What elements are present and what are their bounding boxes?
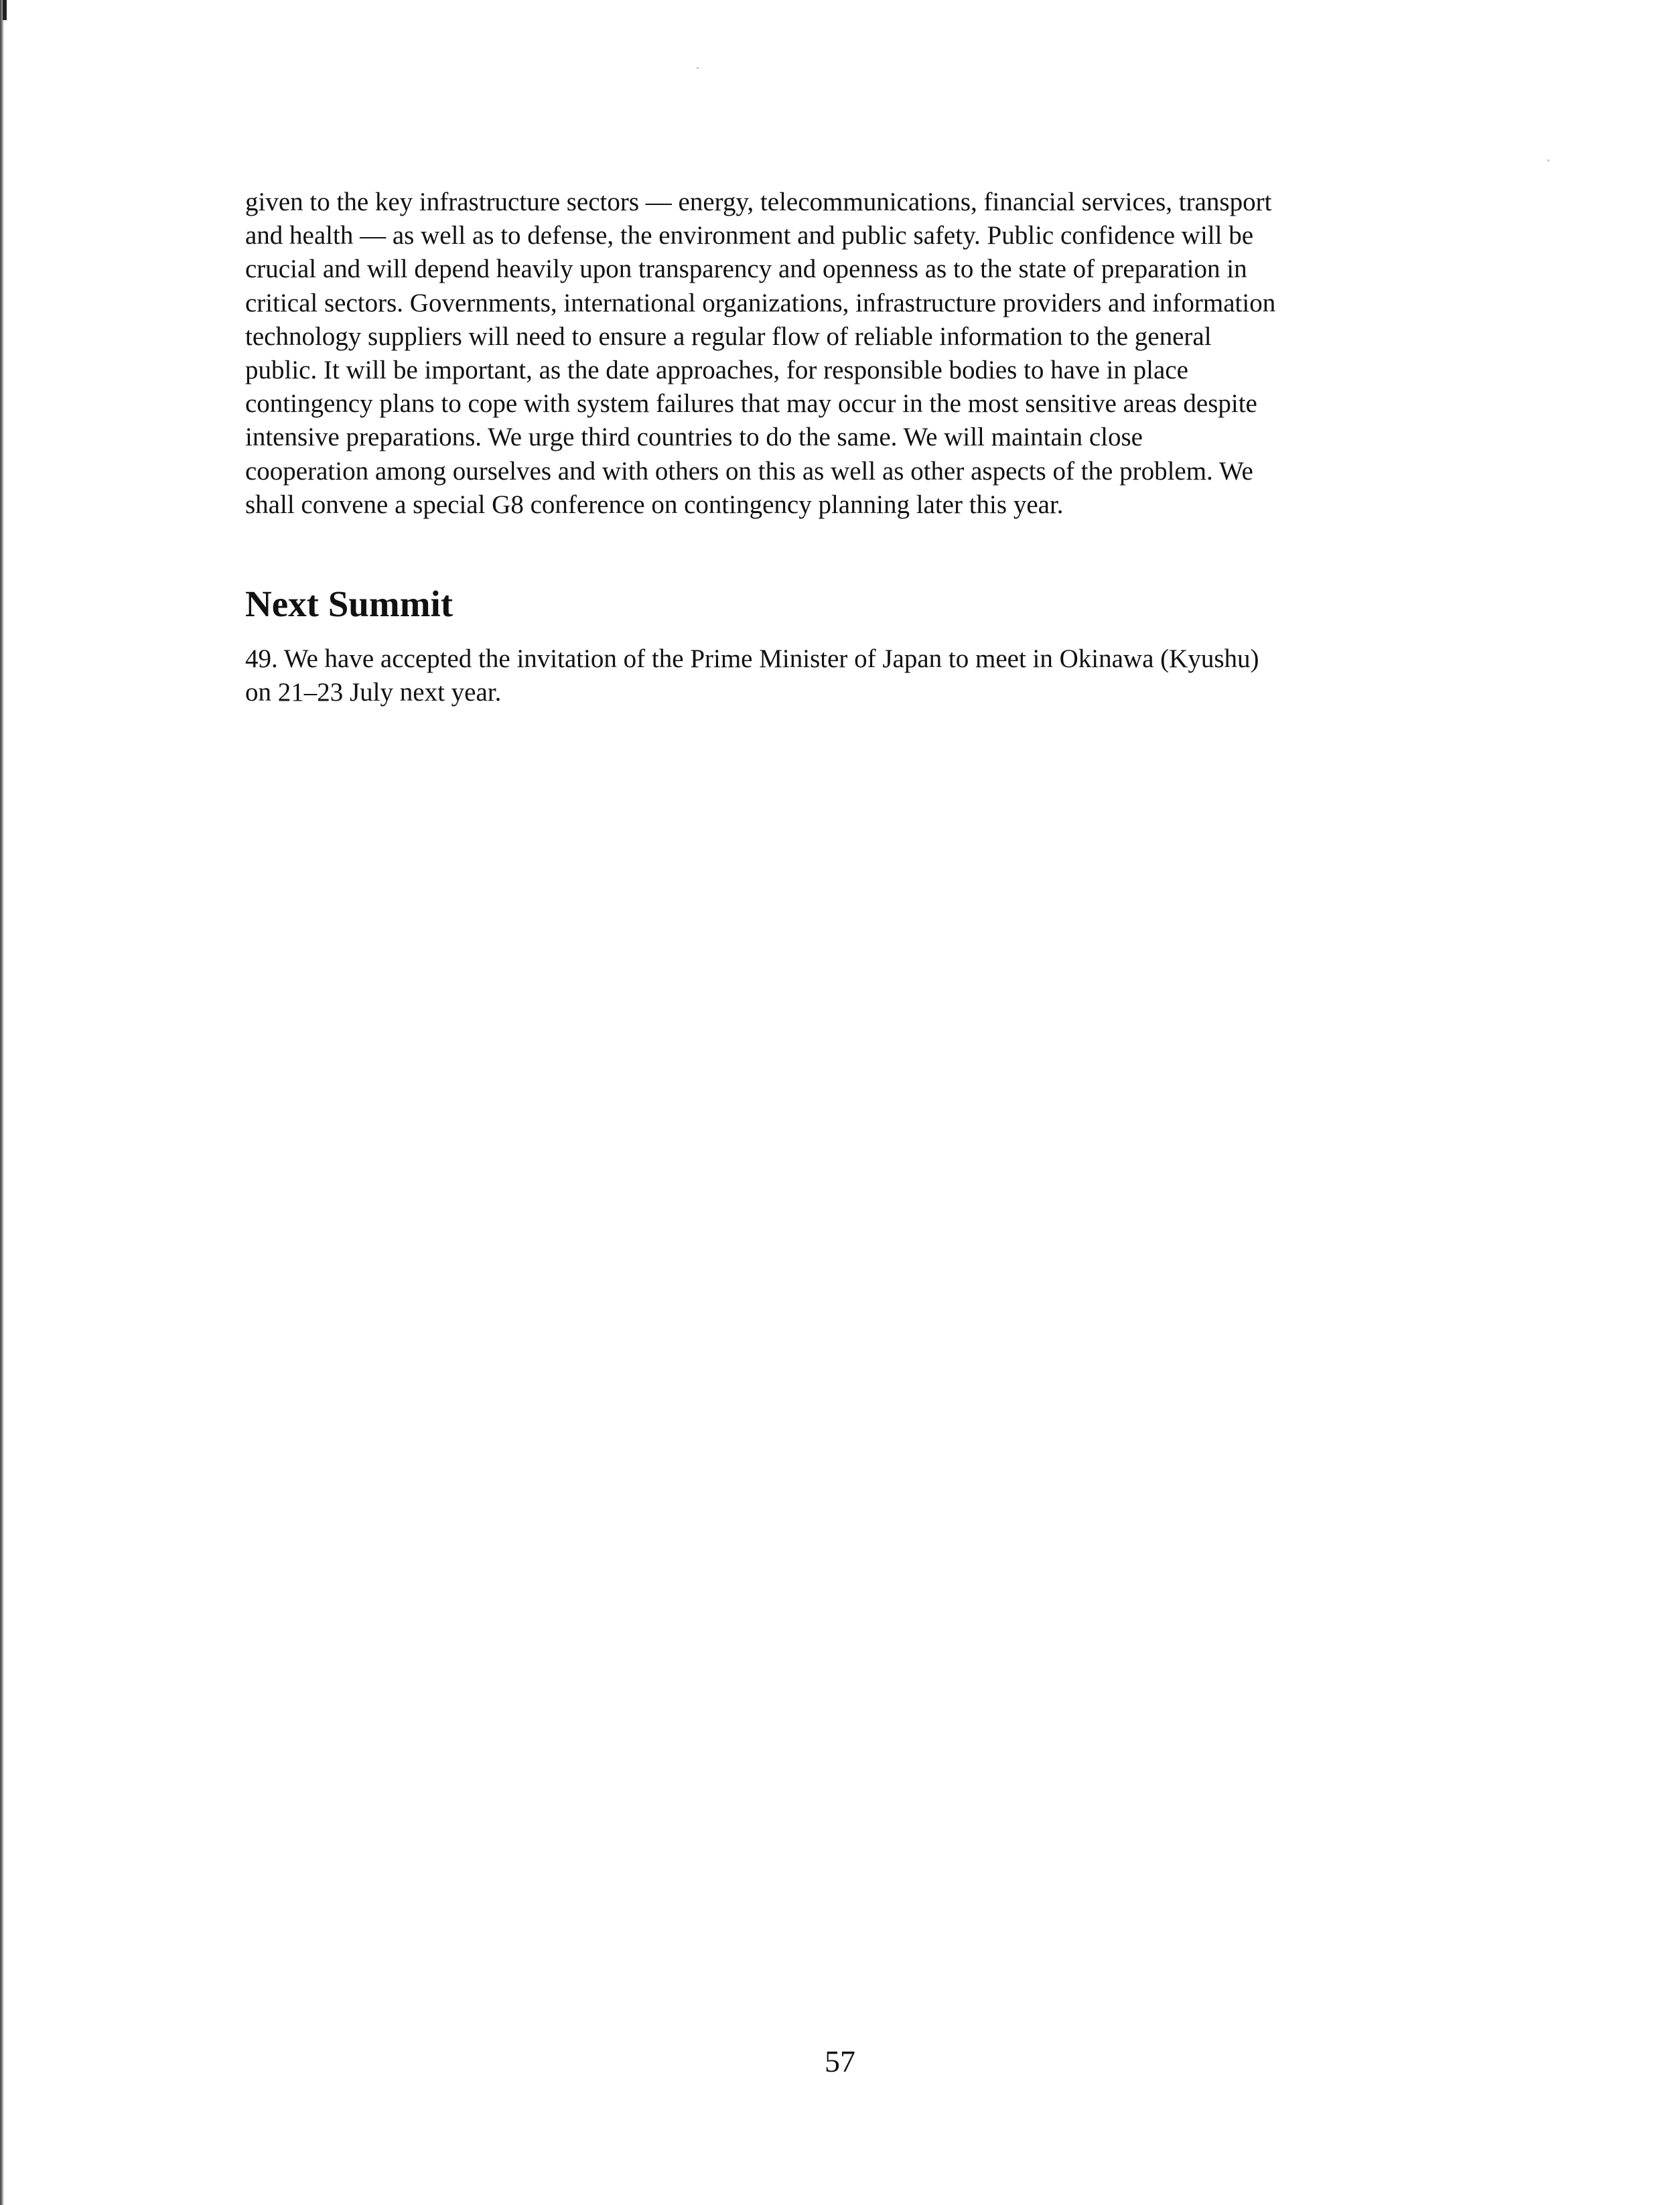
scan-edge (0, 0, 4, 2205)
text-line: contingency plans to cope with system failures that may occur in the most sensitive areas despite (245, 389, 1257, 419)
text-line: and health — as well as to defense, the environment and public safety. Public confidence will be (245, 221, 1254, 251)
text-line: on 21–23 July next year. (245, 678, 502, 707)
text-line: critical sectors. Governments, international organizations, infrastructure providers and information (245, 288, 1276, 317)
text-line: cooperation among ourselves and with others on this as well as other aspects of the problem. We (245, 456, 1253, 486)
text-line: shall convene a special G8 conference on contingency planning later this year. (245, 490, 1064, 519)
text-line: given to the key infrastructure sectors — energy, telecommunications, financial services, transport (245, 188, 1272, 216)
text-line: intensive preparations. We urge third countries to do the same. We will maintain close (245, 423, 1143, 452)
text-line: 49. We have accepted the invitation of the Prime Minister of Japan to meet in Okinawa (Kyushu) (245, 644, 1259, 673)
page-number: 57 (825, 2044, 855, 2078)
text-line: crucial and will depend heavily upon transparency and openness as to the state of preparation in (245, 255, 1247, 284)
section-heading: Next Summit (245, 583, 453, 624)
scan-mark (3, 0, 7, 20)
scan-speck (697, 67, 699, 69)
paragraph-continuation (245, 186, 1377, 522)
text-line: public. It will be important, as the date approaches, for responsible bodies to have in place (245, 356, 1188, 385)
scan-speck (1547, 159, 1549, 161)
paragraph-49 (245, 642, 1377, 709)
text-line: technology suppliers will need to ensure a regular flow of reliable information to the general (245, 322, 1212, 351)
